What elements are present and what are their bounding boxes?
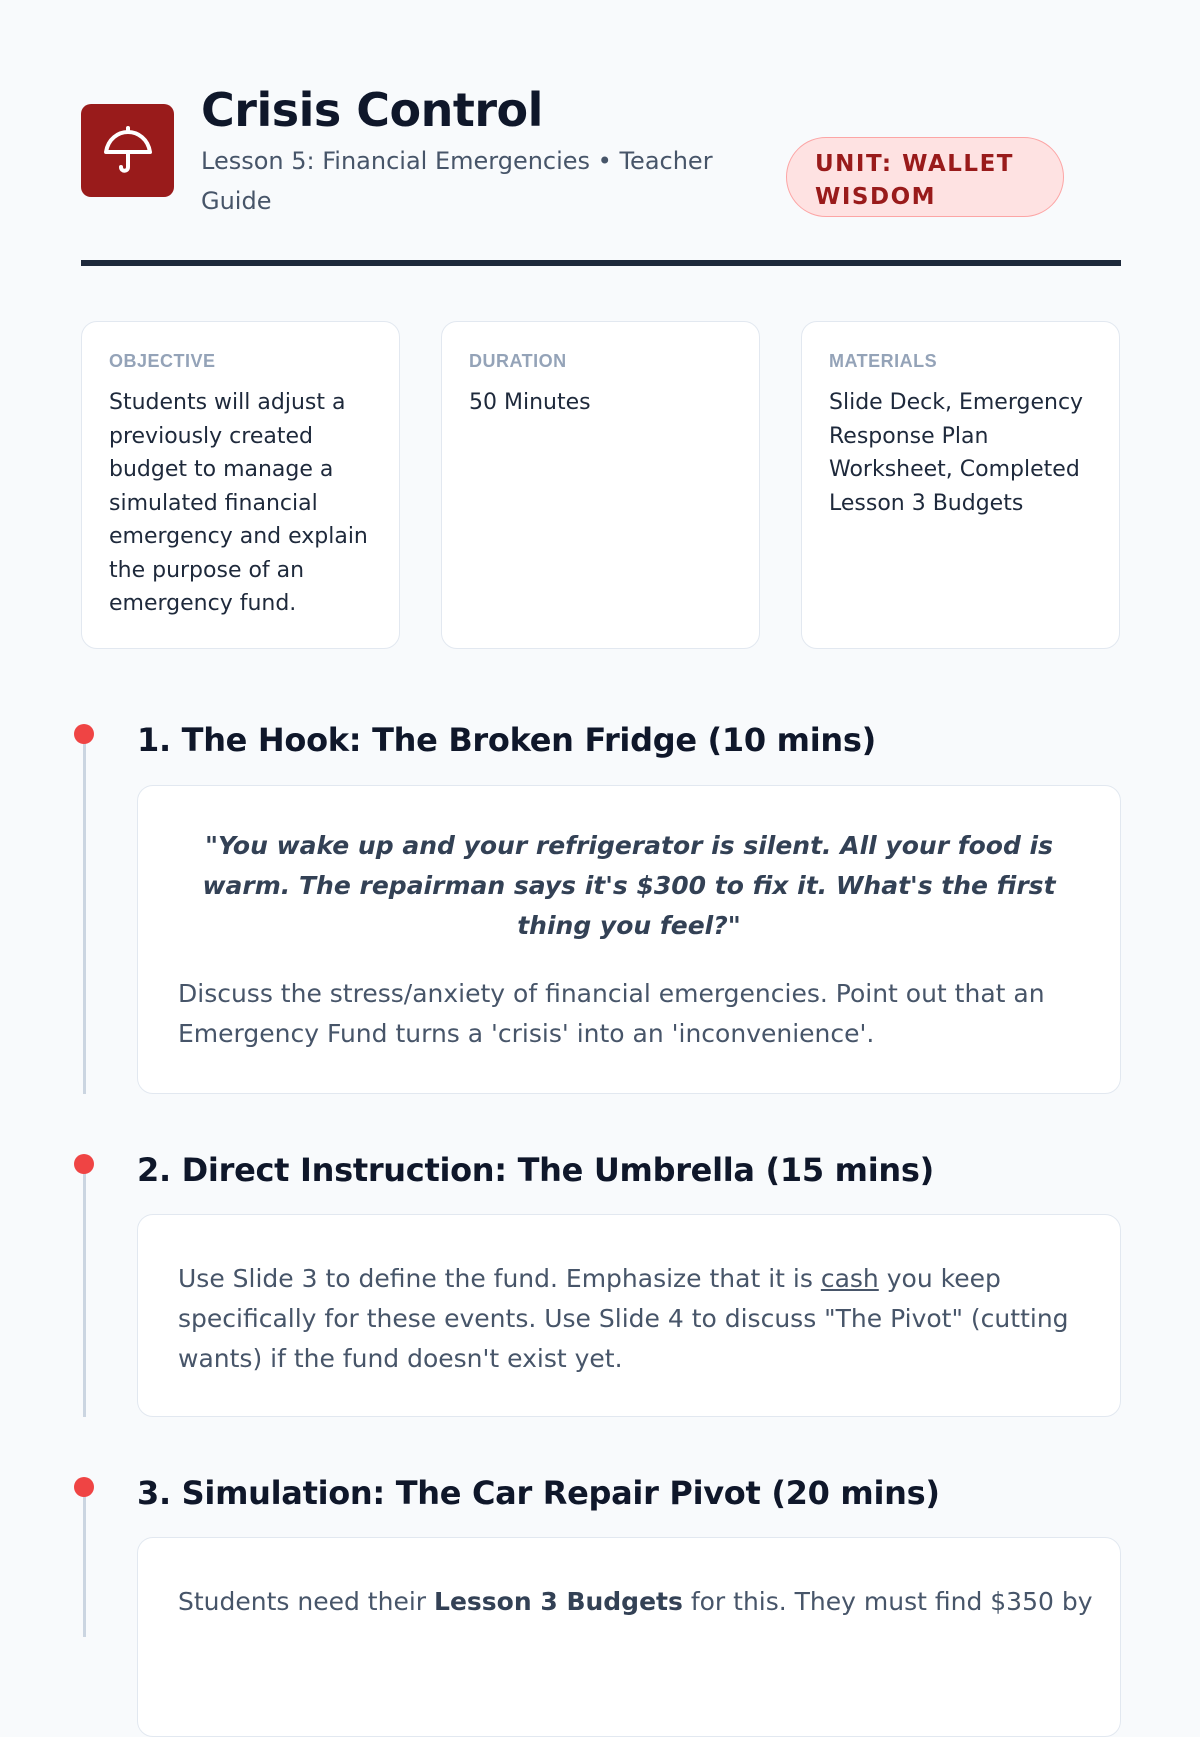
section-card-simulation bbox=[137, 1537, 1121, 1737]
lesson-header bbox=[81, 82, 1121, 222]
lesson-logo bbox=[81, 104, 174, 197]
timeline-dot bbox=[74, 724, 94, 744]
instruction-text bbox=[178, 1259, 1080, 1379]
cash-emphasis: cash bbox=[820, 1264, 879, 1293]
page-title: Crisis Control bbox=[201, 83, 543, 137]
duration-text: 50 Minutes bbox=[469, 390, 591, 415]
unit-badge: UNIT: WALLET WISDOM bbox=[786, 137, 1064, 217]
umbrella-icon bbox=[102, 125, 154, 177]
simulation-text bbox=[178, 1582, 1093, 1622]
page-subtitle: Lesson 5: Financial Emergencies • Teacher Guide bbox=[201, 147, 713, 215]
timeline-dot bbox=[74, 1477, 94, 1497]
materials-text: Slide Deck, Emergency Response Plan Worksheet, Completed Lesson 3 Budgets bbox=[829, 390, 1084, 516]
section-card-hook bbox=[137, 785, 1121, 1094]
timeline-line bbox=[83, 1497, 86, 1637]
timeline-line bbox=[83, 1174, 86, 1417]
instruction-text-part: you keep specifically for these events. Use Slide 4 to discuss "The Pivot" (cutting wants) if the fund doesn't exist yet. bbox=[178, 1264, 1069, 1373]
objective-label: OBJECTIVE bbox=[109, 351, 216, 371]
instruction-text-part: Use Slide 3 to define the fund. Emphasize that it is bbox=[178, 1264, 821, 1293]
hook-text: Discuss the stress/anxiety of financial emergencies. Point out that an Emergency Fund turns a 'crisis' into an 'inconvenience'. bbox=[178, 979, 1045, 1048]
section-title-simulation: 3. Simulation: The Car Repair Pivot (20 mins) bbox=[137, 1474, 940, 1512]
section-card-instruction bbox=[137, 1214, 1121, 1417]
header-divider bbox=[81, 260, 1121, 266]
simulation-text-part: for this. They must find $350 by bbox=[682, 1587, 1093, 1616]
objective-text: Students will adjust a previously created budget to manage a simulated financial emergency and explain the purpose of an emergency fund. bbox=[109, 390, 368, 616]
duration-card bbox=[441, 321, 760, 649]
section-title-instruction: 2. Direct Instruction: The Umbrella (15 mins) bbox=[137, 1151, 934, 1189]
materials-label: MATERIALS bbox=[829, 351, 938, 371]
simulation-text-part: Students need their bbox=[178, 1587, 435, 1616]
timeline-line bbox=[83, 744, 86, 1094]
objective-card bbox=[81, 321, 400, 649]
hook-quote: "You wake up and your refrigerator is silent. All your food is warm. The repairman says it's $300 to fix it. What's the first thing you feel?" bbox=[202, 831, 1056, 940]
section-title-hook: 1. The Hook: The Broken Fridge (10 mins) bbox=[137, 721, 876, 759]
lesson3-budgets-emphasis: Lesson 3 Budgets bbox=[434, 1587, 683, 1616]
materials-card bbox=[801, 321, 1120, 649]
duration-label: DURATION bbox=[469, 351, 567, 371]
timeline-dot bbox=[74, 1154, 94, 1174]
